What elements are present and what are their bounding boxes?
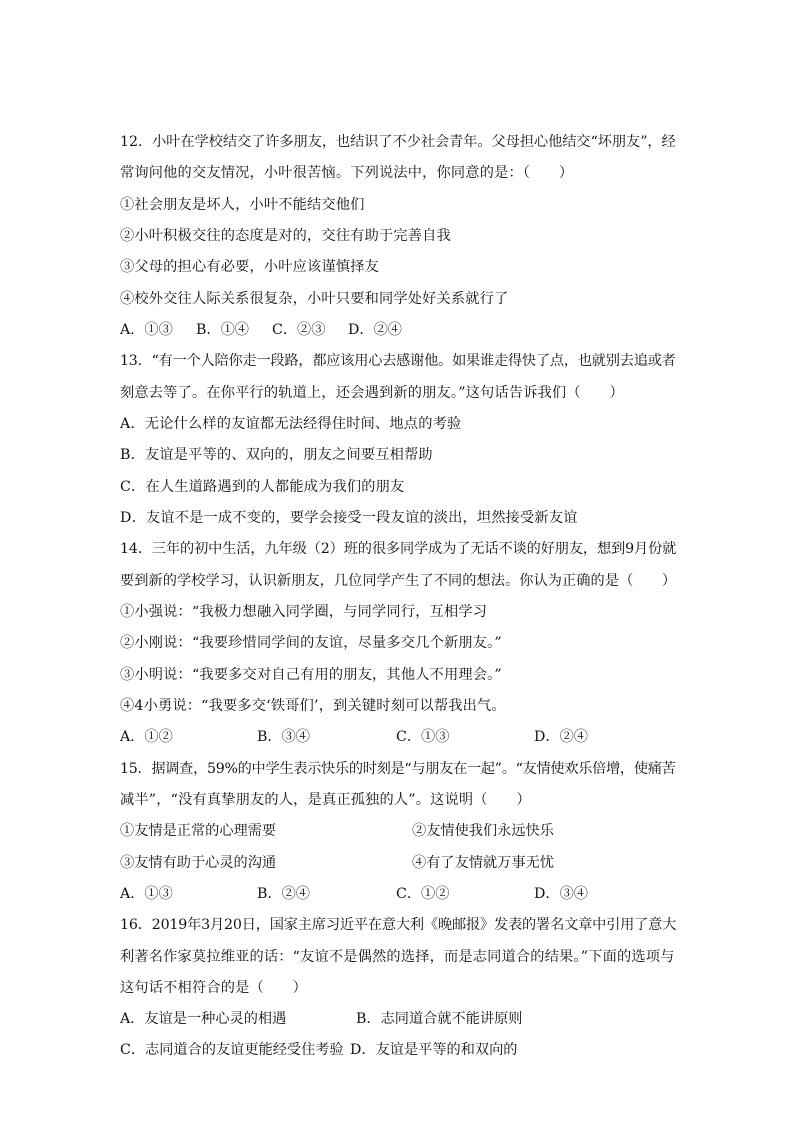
q12-statement-4: ④校外交往人际关系很复杂，小叶只要和同学处好关系就行了 [120,291,509,307]
q16-stem-line-1: 16．2019年3月20日，国家主席习近平在意大利《晚邮报》发表的署名文章中引用了意大 [120,917,677,933]
q15-statement-2: ②友情使我们永远快乐 [412,823,554,839]
q13-stem-line-2: 刻意去等了。在你平行的轨道上，还会遇到新的朋友。”这句话告诉我们（ ） [120,385,624,401]
q12-option-d: D．②④ [348,322,402,338]
q12-option-b: B．①④ [196,322,249,338]
q14-statement-3: ③小明说：“我要多交对自己有用的朋友，其他人不用理会。” [120,667,502,683]
q14-stem-line-1: 14．三年的初中生活，九年级（2）班的很多同学成为了无话不谈的好朋友，想到9月份就 [120,541,677,557]
q15-stem-line-2: 减半”，“没有真挚朋友的人，是真正孤独的人”。这说明（ ） [120,792,531,808]
q13-stem-line-1: 13．“有一个人陪你走一段路，都应该用心去感谢他。如果谁走得快了点，也就别去追或者 [120,353,676,369]
q15-option-d: D．③④ [534,886,588,902]
q14-option-b: B．③④ [257,729,310,745]
q12-statement-2: ②小叶积极交往的态度是对的，交往有助于完善自我 [120,228,451,244]
q13-option-c: C．在人生道路遇到的人都能成为我们的朋友 [120,479,405,495]
q16-option-d: D．友谊是平等的和双向的 [350,1042,518,1058]
q13-option-b: B．友谊是平等的、双向的，朋友之间要互相帮助 [120,447,433,463]
q12-statement-3: ③父母的担心有必要，小叶应该谨慎择友 [120,259,379,275]
q14-option-d: D．②④ [534,729,588,745]
q14-option-a: A．①② [120,729,173,745]
q14-statement-4: ④4小勇说：“我要多交‘铁哥们’，到关键时刻可以帮我出气。 [120,698,506,714]
q15-option-c: C．①② [396,886,450,902]
q15-option-b: B．②④ [257,886,310,902]
q16-option-a: A．友谊是一种心灵的相遇 [120,1011,287,1027]
q16-stem-line-3: 这句话不相符合的是（ ） [120,980,308,996]
q14-statement-2: ②小刚说：“我要珍惜同学间的友谊，尽量多交几个新朋友。” [120,635,502,651]
q16-option-c: C．志同道合的友谊更能经受住考验 [120,1042,344,1058]
q12-option-c: C．②③ [272,322,326,338]
q12-stem-line-1: 12．小叶在学校结交了许多朋友，也结识了不少社会青年。父母担心他结交“坏朋友”，经 [120,134,676,150]
q16-option-b: B．志同道合就不能讲原则 [356,1011,523,1027]
q12-stem-line-2: 常询问他的交友情况，小叶很苦恼。下列说法中，你同意的是：（ ） [120,165,574,181]
q15-statement-4: ④有了友情就万事无忧 [412,855,554,871]
q12-option-a: A．①③ [120,322,173,338]
q16-stem-line-2: 利著名作家莫拉维亚的话：“友谊不是偶然的选择，而是志同道合的结果。”下面的选项与 [120,949,675,965]
q15-stem-line-1: 15．据调查，59%的中学生表示快乐的时刻是“与朋友在一起”。“友情使欢乐倍增，使痛苦 [120,761,676,777]
q14-option-c: C．①③ [396,729,450,745]
q15-statement-3: ③友情有助于心灵的沟通 [120,855,277,871]
q12-statement-1: ①社会朋友是坏人，小叶不能结交他们 [120,197,365,213]
q14-statement-1: ①小强说：“我极力想融入同学圈，与同学同行，互相学习 [120,604,488,620]
q15-statement-1: ①友情是正常的心理需要 [120,823,277,839]
q13-option-a: A．无论什么样的友谊都无法经得住时间、地点的考验 [120,416,462,432]
q14-stem-line-2: 要到新的学校学习，认识新朋友，几位同学产生了不同的想法。你认为正确的是（ ） [120,573,677,589]
q13-option-d: D．友谊不是一成不变的，要学会接受一段友谊的淡出，坦然接受新友谊 [120,510,578,526]
q15-option-a: A．①③ [120,886,173,902]
